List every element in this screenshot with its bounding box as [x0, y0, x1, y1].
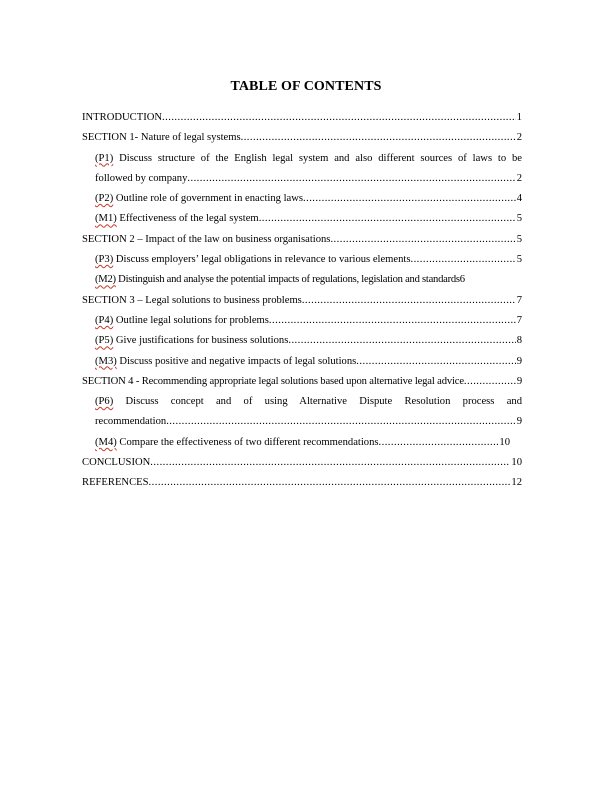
toc-page-number: 5 [516, 233, 522, 245]
toc-entry-label-continued: recommendation [95, 416, 167, 428]
toc-entry-line-1 [95, 392, 522, 412]
toc-entry-conclusion[interactable] [82, 453, 522, 473]
toc-entry-section-2[interactable] [82, 230, 522, 250]
toc-entry-code: (M2) [95, 274, 116, 286]
toc-leader [379, 433, 499, 453]
toc-entry-label: SECTION 4 - Recommending appropriate legal solutions based upon alternative legal advice [82, 375, 464, 387]
toc-entry-references[interactable] [82, 473, 522, 493]
toc-leader [464, 372, 516, 392]
toc-entry-label: INTRODUCTION [82, 112, 163, 123]
toc-leader [187, 169, 515, 189]
toc-entry-m3[interactable] [82, 352, 522, 372]
toc-entry-p1[interactable] [82, 149, 522, 190]
toc-entry-label-continued: followed by company [95, 172, 188, 184]
toc-entry-label: SECTION 3 – Legal solutions to business problems [82, 294, 302, 306]
toc-entry-code: (M4) [95, 436, 117, 448]
toc-page-number: 2 [516, 132, 522, 144]
toc-entry-p3[interactable] [82, 250, 522, 270]
toc-entry-p4[interactable] [82, 311, 522, 331]
toc-leader [241, 128, 516, 148]
toc-leader [303, 189, 516, 209]
toc-entry-label: Discuss employers’ legal obligations in relevance to various elements [113, 254, 411, 266]
toc-leader [166, 412, 516, 432]
toc-page-number: 12 [511, 477, 522, 489]
toc-entry-code: (P2) [95, 193, 114, 205]
toc-entry-introduction[interactable] [82, 108, 522, 128]
toc-title: TABLE OF CONTENTS [230, 79, 382, 94]
toc-entry-code: (P4) [95, 314, 114, 326]
toc-page-number: 10 [499, 436, 510, 448]
toc-entry-line-1 [95, 149, 522, 169]
toc-entry-m2[interactable] [82, 270, 522, 290]
toc-entry-section-1[interactable] [82, 128, 522, 148]
toc-entry-code: (P1) [95, 152, 114, 164]
toc-page-number: 8 [516, 335, 522, 347]
toc-entry-label: Give justifications for business solutions [113, 335, 289, 347]
toc-entry-label: Effectiveness of the legal system [116, 213, 259, 225]
toc-entry-label: Discuss concept and of using Alternative Dispute Resolution process and [113, 396, 522, 408]
toc-entry-label: Outline role of government in enacting laws [113, 193, 304, 205]
toc-entry-p2[interactable] [82, 189, 522, 209]
toc-entry-code: (P6) [95, 396, 114, 408]
toc-entry-m1[interactable] [82, 209, 522, 229]
toc-entry-code: (P3) [95, 254, 114, 266]
toc-entry-label: REFERENCES [82, 477, 149, 489]
toc-entry-code: (M3) [95, 355, 117, 367]
toc-page-number: 6 [459, 274, 465, 286]
toc-entry-line-2 [95, 412, 522, 432]
toc-entry-label: Discuss positive and negative impacts of legal solutions [116, 355, 357, 367]
toc-page-number: 9 [516, 416, 522, 428]
toc-page-number: 5 [516, 213, 522, 225]
toc-entry-m4[interactable] [82, 433, 522, 453]
toc-entry-label: Discuss structure of the English legal system and also different sources of laws to be [113, 152, 522, 164]
toc-leader [410, 250, 515, 270]
toc-entry-label: SECTION 2 – Impact of the law on business organisations [82, 233, 331, 245]
toc-leader [302, 291, 516, 311]
toc-page-number: 9 [516, 355, 522, 367]
toc-entry-p6[interactable] [82, 392, 522, 433]
toc-entry-code: (M1) [95, 213, 117, 225]
toc-entry-p5[interactable] [82, 331, 522, 351]
toc-page-number: 5 [516, 254, 522, 266]
toc-page-number: 4 [516, 193, 522, 205]
toc-leader [356, 352, 515, 372]
toc-list [82, 108, 522, 494]
toc-leader [288, 331, 515, 351]
toc-leader [150, 453, 510, 473]
toc-entry-label: SECTION 1- Nature of legal systems [82, 132, 241, 144]
toc-leader [330, 230, 515, 250]
toc-entry-label: Distinguish and analyse the potential impacts of regulations, legislation and standards [115, 274, 460, 286]
toc-entry-section-3[interactable] [82, 291, 522, 311]
toc-leader [269, 311, 516, 331]
toc-leader [259, 209, 516, 229]
toc-entry-label: Outline legal solutions for problems [113, 314, 269, 326]
toc-page-number: 9 [516, 375, 522, 387]
toc-leader [149, 473, 511, 493]
toc-page-number: 7 [516, 294, 522, 306]
toc-entry-section-4[interactable] [82, 372, 522, 392]
toc-page-number: 10 [511, 457, 522, 469]
toc-page-number: 2 [516, 172, 522, 184]
toc-entry-line-2 [95, 169, 522, 189]
toc-page-number: 7 [516, 314, 522, 326]
toc-page-number: 1 [516, 112, 522, 123]
toc-entry-label: CONCLUSION [82, 457, 151, 469]
toc-entry-label: Compare the effectiveness of two different recommendations [116, 436, 379, 448]
toc-leader [162, 108, 516, 128]
toc-entry-code: (P5) [95, 335, 114, 347]
